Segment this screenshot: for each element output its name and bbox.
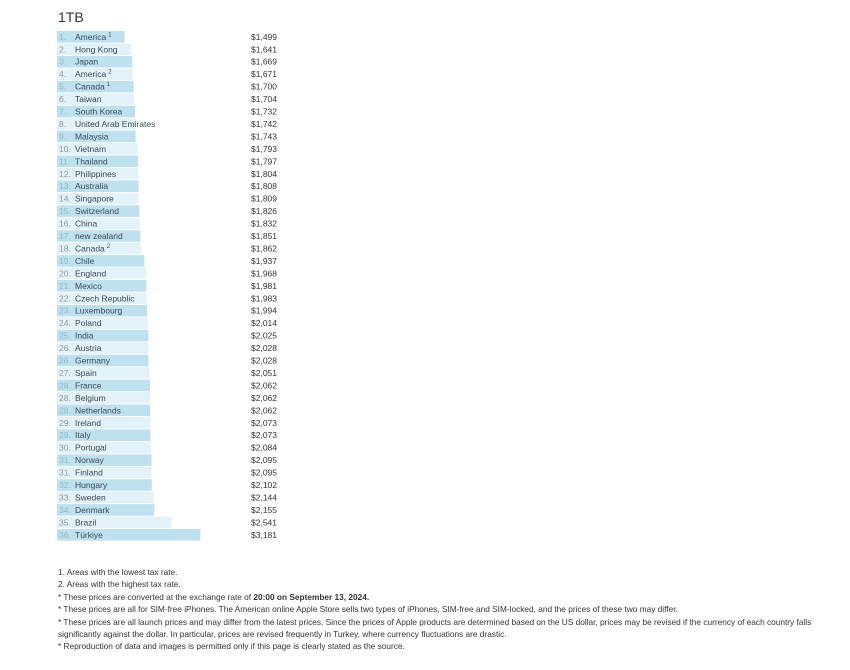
rank-label-26: 26. — [59, 343, 71, 354]
footnotes — [58, 566, 838, 653]
rank-label-3: 3. — [59, 56, 67, 67]
bar-29 — [57, 380, 150, 392]
price-label-15: $1,826 — [251, 206, 277, 217]
bar-28 — [57, 367, 150, 379]
rank-label-41: 36. — [59, 529, 71, 540]
rank-label-23: 23. — [59, 305, 71, 316]
rank-label-16: 16. — [59, 218, 71, 229]
price-label-30: $2,062 — [251, 392, 277, 403]
footnote-exchange-rate — [58, 591, 838, 603]
country-label-30: Belgium — [75, 392, 106, 403]
footnote-1: 1. Areas with the lowest tax rate. — [58, 567, 178, 577]
footnote-marker-18: 2 — [106, 243, 111, 250]
country-label-2: Hong Kong — [75, 44, 118, 55]
country-label-25: India — [75, 330, 94, 341]
rank-label-17: 17. — [59, 231, 71, 241]
price-label-28: $2,051 — [251, 367, 277, 378]
country-label-38: Sweden — [75, 492, 106, 503]
country-label-8: United Arab Emirates — [75, 118, 156, 129]
country-label-29: France — [75, 380, 102, 391]
footnote-2: 2. Areas with the highest tax rate. — [58, 579, 181, 590]
rank-label-2: 2. — [59, 44, 67, 55]
chart-title: 1TB — [58, 9, 84, 25]
price-label-38: $2,144 — [251, 492, 277, 503]
rank-label-33: 29. — [59, 430, 71, 441]
rank-label-7: 7. — [59, 106, 67, 117]
country-label-15: Switzerland — [75, 206, 119, 217]
footnote-marker-1: 1 — [108, 32, 112, 39]
country-label-26: Austria — [75, 343, 102, 354]
country-label-16: China — [75, 218, 98, 229]
price-label-35: $2,095 — [251, 455, 277, 466]
country-label-37: Hungary — [75, 480, 108, 490]
price-label-36: $2,095 — [251, 467, 277, 478]
country-label-11: Thailand — [75, 156, 108, 167]
country-label-10: Vietnam — [75, 143, 107, 154]
country-label-3: Japan — [75, 56, 99, 67]
country-label-32: Ireland — [75, 417, 101, 428]
rank-label-19: 19. — [59, 255, 71, 266]
price-label-20: $1,968 — [251, 268, 277, 279]
footnote-sim-free: * These prices are all for SIM-free iPhones. The American online Apple Store sells two types of iPhones, SIM-free and SIM-locked, and the prices of these two may differ. — [58, 604, 678, 615]
price-label-32: $2,073 — [251, 417, 277, 428]
price-label-27: $2,028 — [251, 355, 277, 366]
footnote-marker-4: 2 — [108, 69, 112, 76]
rank-label-14: 14. — [59, 193, 71, 204]
rank-label-22: 22. — [59, 293, 71, 304]
country-label-7: South Korea — [75, 106, 123, 117]
footnote-marker-5: 1 — [106, 82, 111, 89]
country-label-17: new zealand — [75, 231, 123, 241]
country-label-21: Mexico — [75, 280, 102, 291]
country-label-12: Philippines — [75, 168, 117, 179]
price-label-18: $1,862 — [251, 243, 277, 254]
price-label-40: $2,541 — [251, 517, 277, 528]
footnote-exchange-rate-text: * These prices are converted at the exchange rate of — [58, 591, 254, 602]
country-label-23: Luxembourg — [75, 305, 123, 316]
rank-label-6: 6. — [59, 94, 67, 105]
rank-label-28: 27. — [59, 367, 71, 378]
price-label-26: $2,028 — [251, 343, 277, 354]
rank-label-8: 8. — [59, 118, 67, 129]
country-label-4: America — [75, 69, 107, 80]
rank-label-1: 1. — [59, 31, 67, 42]
rank-label-9: 9. — [59, 131, 67, 142]
rank-label-13: 13. — [59, 181, 71, 192]
country-label-33: Italy — [75, 430, 91, 441]
rank-label-24: 24. — [59, 318, 71, 329]
country-label-20: England — [75, 268, 107, 279]
country-label-41: Türkiye — [75, 529, 103, 540]
rank-label-35: 31. — [59, 455, 71, 466]
country-label-27: Germany — [75, 355, 110, 366]
footnote-launch-prices: * These prices are all launch prices and may differ from the latest prices. Since the prices of Apple products are determined based on the US dollar, prices may be revised if the currency of each country falls significantly against the dollar. In particular, prices are revised frequently in Turkey, where currency fluctuations are drastic. — [58, 616, 812, 640]
rank-label-34: 30. — [59, 442, 71, 453]
price-label-11: $1,797 — [251, 156, 277, 167]
rank-label-21: 21. — [59, 280, 71, 291]
rank-label-11: 11. — [59, 156, 71, 167]
rank-label-5: 5. — [59, 81, 67, 92]
rank-label-40: 35. — [59, 517, 71, 528]
bar-35 — [57, 454, 152, 466]
footnote-reproduction: * Reproduction of data and images is permitted only if this page is clearly stated as the source. — [58, 641, 405, 652]
footnote-exchange-rate-time: 20:00 on September 13, 2024. — [253, 591, 370, 602]
price-label-22: $1,983 — [251, 293, 277, 304]
price-label-19: $1,937 — [251, 255, 277, 266]
price-label-39: $2,155 — [251, 504, 277, 515]
price-label-31: $2,062 — [251, 405, 277, 416]
country-label-5: Canada — [75, 81, 105, 92]
country-label-14: Singapore — [75, 193, 114, 204]
rank-label-31: 28. — [59, 405, 71, 416]
rank-label-15: 15. — [59, 206, 71, 217]
price-label-6: $1,704 — [251, 94, 277, 105]
price-label-1: $1,499 — [251, 31, 277, 42]
country-label-13: Australia — [75, 181, 109, 192]
price-label-34: $2,084 — [251, 442, 277, 453]
rank-label-27: 26. — [59, 355, 71, 366]
price-label-4: $1,671 — [251, 69, 277, 80]
rank-label-4: 4. — [59, 69, 67, 80]
price-label-16: $1,832 — [251, 218, 277, 229]
country-label-9: Malaysia — [75, 131, 109, 142]
price-label-41: $3,181 — [251, 529, 277, 540]
price-label-21: $1,981 — [251, 280, 277, 291]
price-label-24: $2,014 — [251, 318, 277, 329]
price-label-29: $2,062 — [251, 380, 277, 391]
country-label-36: Finland — [75, 467, 103, 478]
price-label-3: $1,669 — [251, 56, 277, 67]
country-label-1: America — [75, 31, 107, 42]
rank-label-29: 28. — [59, 380, 71, 391]
price-label-14: $1,809 — [251, 193, 277, 204]
bar-33 — [57, 429, 151, 441]
rank-label-20: 20. — [59, 268, 71, 279]
rank-label-12: 12. — [59, 168, 71, 179]
price-label-9: $1,743 — [251, 131, 277, 142]
price-label-5: $1,700 — [251, 81, 277, 92]
price-label-12: $1,804 — [251, 168, 277, 179]
rank-label-36: 31. — [59, 467, 71, 478]
price-label-33: $2,073 — [251, 430, 277, 441]
price-label-13: $1,808 — [251, 181, 277, 192]
country-label-40: Brazil — [75, 517, 97, 528]
country-label-31: Netherlands — [75, 405, 121, 416]
country-label-6: Taiwan — [75, 94, 102, 105]
rank-label-37: 32. — [59, 480, 71, 490]
price-label-8: $1,742 — [251, 118, 277, 129]
country-label-35: Norway — [75, 455, 104, 466]
price-label-2: $1,641 — [251, 44, 277, 55]
rank-label-38: 33. — [59, 492, 71, 503]
country-label-22: Czech Republic — [75, 293, 135, 304]
bar-36 — [57, 467, 152, 479]
rank-label-39: 34. — [59, 504, 71, 515]
price-label-17: $1,851 — [251, 231, 277, 241]
price-label-37: $2,102 — [251, 480, 277, 490]
rank-label-30: 28. — [59, 392, 71, 403]
rank-label-10: 10. — [59, 143, 71, 154]
country-label-34: Portugal — [75, 442, 107, 453]
rank-label-18: 18. — [59, 243, 71, 254]
price-label-23: $1,994 — [251, 305, 277, 316]
price-label-25: $2,025 — [251, 330, 277, 341]
country-label-19: Chile — [75, 255, 95, 266]
country-label-28: Spain — [75, 367, 97, 378]
country-label-24: Poland — [75, 318, 102, 329]
country-label-18: Canada — [75, 243, 105, 254]
bar-32 — [57, 417, 151, 429]
price-label-7: $1,732 — [251, 106, 277, 117]
price-label-10: $1,793 — [251, 143, 277, 154]
country-label-39: Denmark — [75, 504, 110, 515]
rank-label-32: 29. — [59, 417, 71, 428]
rank-label-25: 25. — [59, 330, 71, 341]
